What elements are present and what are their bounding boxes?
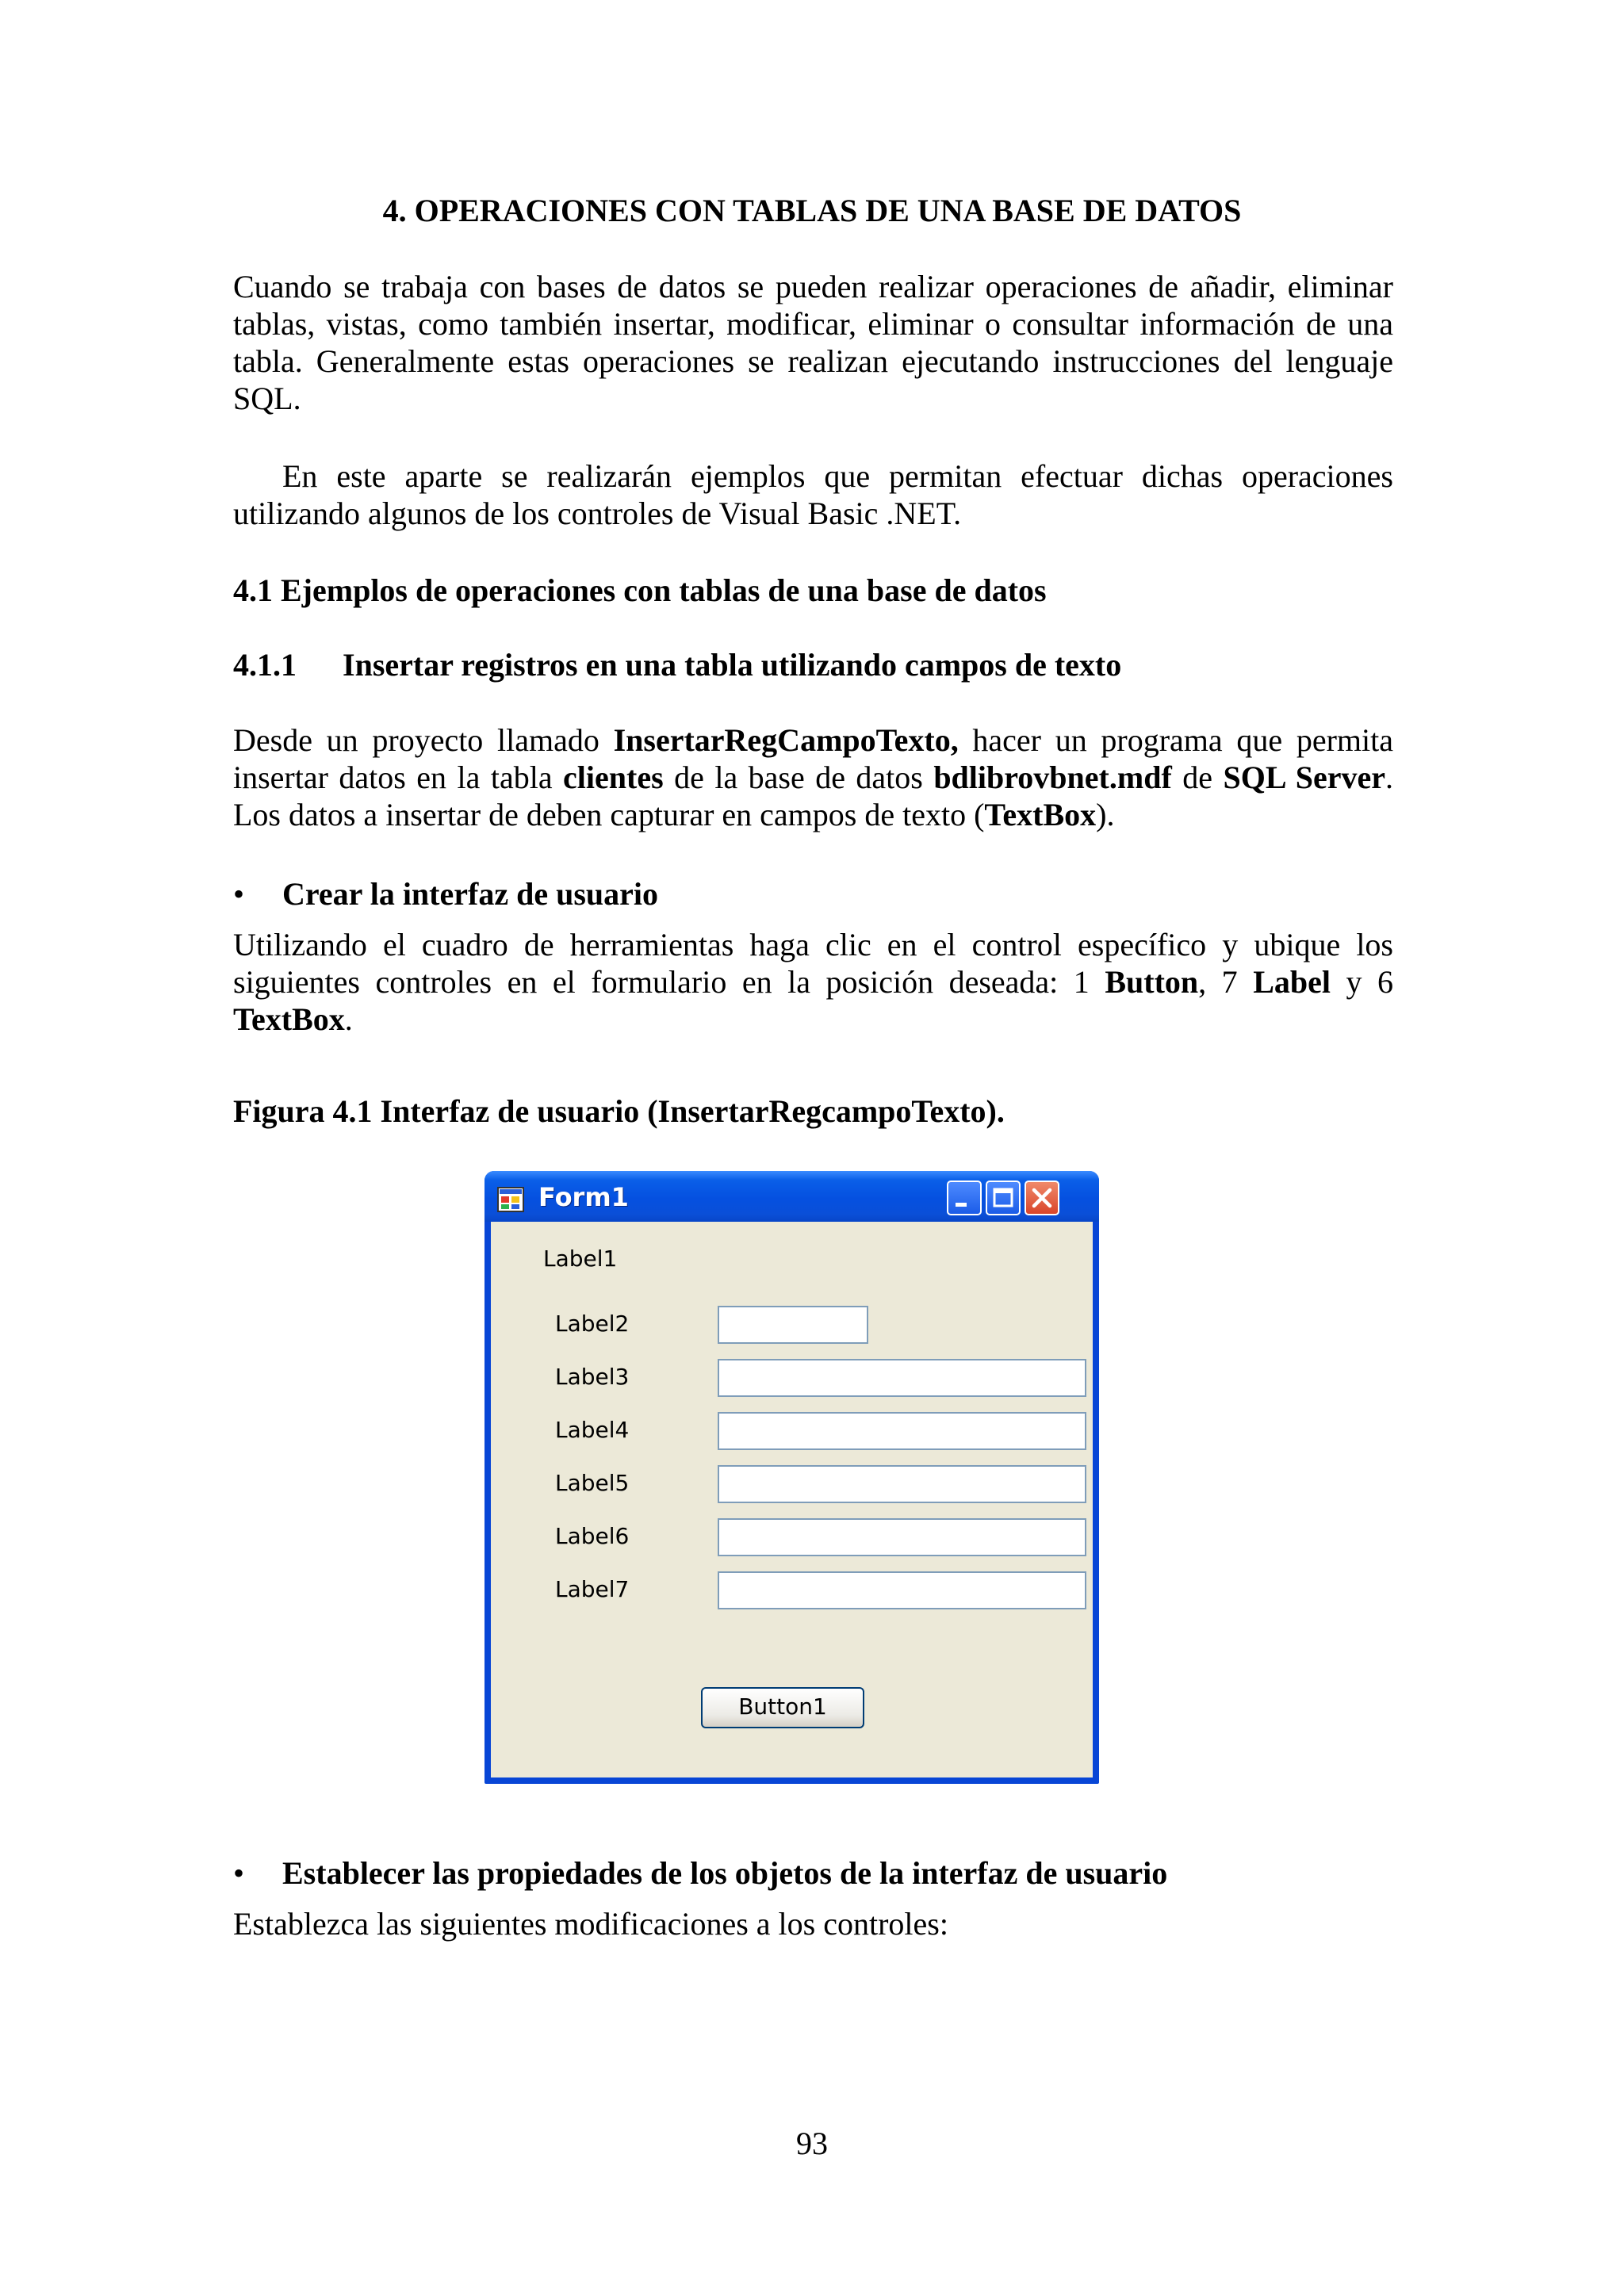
maximize-button[interactable] — [986, 1181, 1021, 1215]
maximize-icon — [987, 1182, 1019, 1214]
bullet-symbol: • — [233, 876, 245, 912]
bullet-symbol: • — [233, 1855, 245, 1891]
close-button[interactable] — [1025, 1181, 1059, 1215]
figure-caption: Figura 4.1 Interfaz de usuario (InsertarRegcampoTexto). — [233, 1093, 1005, 1129]
minimize-icon — [948, 1182, 980, 1214]
intro-paragraph: Cuando se trabaja con bases de datos se pueden realizar operaciones de añadir, eliminar tablas, vistas, como también insertar, modificar, eliminar o consultar información de una tabla. Generalmente estas operaciones se realizan ejecutando instrucciones del lenguaje SQL. — [233, 269, 1393, 416]
bullet-text: Crear la interfaz de usuario — [282, 876, 659, 912]
toolbox-paragraph: Utilizando el cuadro de herramientas haga clic en el control específico y ubique los siguientes controles en el formulario en la posición deseada: 1 Button, 7 Label y 6 TextBox. — [233, 927, 1394, 1037]
label2: Label2 — [555, 1311, 630, 1337]
second-paragraph: En este aparte se realizarán ejemplos que permitan efectuar dichas operaciones utilizando algunos de los controles de Visual Basic .NET. — [233, 458, 1393, 531]
label1: Label1 — [543, 1246, 618, 1272]
closing-paragraph: Establezca las siguientes modificaciones a los controles: — [233, 1906, 948, 1942]
label4: Label4 — [555, 1417, 630, 1443]
textbox2[interactable] — [718, 1359, 1086, 1397]
minimize-button[interactable] — [947, 1181, 982, 1215]
form-client-area — [491, 1222, 1093, 1777]
textbox4[interactable] — [718, 1465, 1086, 1503]
textbox3[interactable] — [718, 1412, 1086, 1450]
project-paragraph: Desde un proyecto llamado InsertarRegCampoTexto, hacer un programa que permita insertar datos en la tabla clientes de la base de datos bdlibrovbnet.mdf de SQL Server. Los datos a insertar de deben capturar en campos de texto (TextBox). — [233, 722, 1394, 832]
label6: Label6 — [555, 1523, 630, 1549]
form-app-icon — [497, 1187, 524, 1212]
textbox1[interactable] — [718, 1306, 868, 1344]
button1[interactable]: Button1 — [701, 1687, 864, 1728]
subsection-title: Insertar registros en una tabla utilizando campos de texto — [343, 647, 1122, 683]
bullet-text: Establecer las propiedades de los objetos de la interfaz de usuario — [282, 1855, 1168, 1891]
textbox6[interactable] — [718, 1571, 1086, 1609]
subsection-heading — [233, 646, 1121, 684]
label7: Label7 — [555, 1576, 630, 1602]
textbox5[interactable] — [718, 1518, 1086, 1556]
subsection-number: 4.1.1 — [233, 647, 297, 683]
form-title: Form1 — [538, 1182, 629, 1212]
section-heading: 4.1 Ejemplos de operaciones con tablas de una base de datos — [233, 572, 1047, 608]
chapter-title: 4. OPERACIONES CON TABLAS DE UNA BASE DE DATOS — [382, 193, 1242, 228]
form-titlebar[interactable] — [485, 1171, 1099, 1222]
label5: Label5 — [555, 1470, 630, 1496]
page-number: 93 — [796, 2126, 828, 2161]
bullet-set-properties — [233, 1854, 1167, 1892]
bullet-create-interface — [233, 875, 658, 913]
label3: Label3 — [555, 1364, 630, 1390]
form-window — [485, 1171, 1099, 1784]
close-icon — [1026, 1182, 1058, 1214]
